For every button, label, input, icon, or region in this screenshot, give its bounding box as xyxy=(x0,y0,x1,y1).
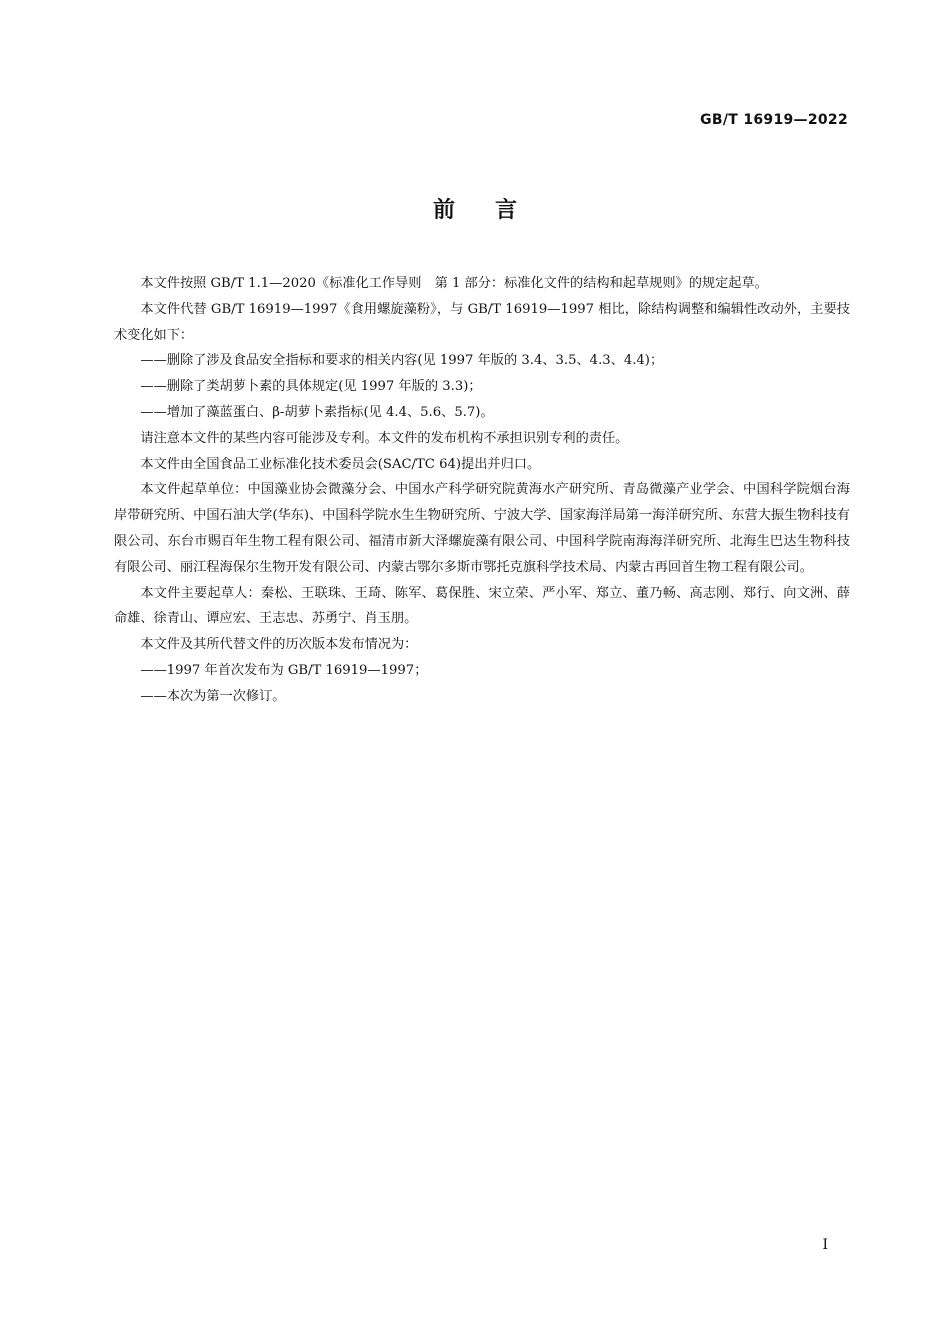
paragraph-replacement: 本文件代替 GB/T 16919—1997《食用螺旋藻粉》，与 GB/T 16919—1997 相比，除结构调整和编辑性改动外，主要技术变化如下： xyxy=(114,301,850,343)
history-item-first-revision: ——本次为第一次修订。 xyxy=(140,688,286,704)
paragraph-patent-notice: 请注意本文件的某些内容可能涉及专利。本文件的发布机构不承担识别专利的责任。 xyxy=(140,430,629,446)
change-item-food-safety: ——删除了涉及食品安全指标和要求的相关内容(见 1997 年版的 3.4、3.5、4.3、4.4)； xyxy=(140,353,664,369)
paragraph-version-history: 本文件及其所代替文件的历次版本发布情况为： xyxy=(140,637,418,653)
paragraph-drafting-units: 本文件起草单位：中国藻业协会微藻分会、中国水产科学研究院黄海水产研究所、青岛微藻产业学会、中国科学院烟台海岸带研究所、中国石油大学(华东)、中国科学院水生生物研究所、宁波大学、国家海洋局第一海洋研究所、东营大振生物科技有限公司、东台市赐百年生物工程有限公司、福清市新大泽螺旋藻有限公司、中国科学院南海海洋研究所、北海生巴达生物科技有限公司、丽江程海保尔生物开发有限公司、内蒙古鄂尔多斯市鄂托克旗科学技术局、内蒙古再回首生物工程有限公司。 xyxy=(114,482,850,575)
standard-number: GB/T 16919—2022 xyxy=(700,112,848,128)
foreword-body xyxy=(114,271,850,710)
history-item-first-release: ——1997 年首次发布为 GB/T 16919—1997； xyxy=(140,662,428,678)
change-item-carotenoid: ——删除了类胡萝卜素的具体规定(见 1997 年版的 3.3)； xyxy=(140,379,482,395)
paragraph-drafting-rules: 本文件按照 GB/T 1.1—2020《标准化工作导则 第 1 部分：标准化文件的结构和起草规则》的规定起草。 xyxy=(140,276,768,291)
paragraph-drafters: 本文件主要起草人：秦松、王联珠、王琦、陈军、葛保胜、宋立荣、严小军、郑立、董乃畅、高志刚、郑行、向文洲、薛命雄、徐青山、谭应宏、王志忠、苏勇宁、肖玉朋。 xyxy=(114,585,850,627)
page-number: I xyxy=(822,1237,828,1253)
page-title: 前言 xyxy=(432,198,557,223)
paragraph-proposer: 本文件由全国食品工业标准化技术委员会(SAC/TC 64)提出并归口。 xyxy=(140,456,541,472)
change-item-phycocyanin: ——增加了藻蓝蛋白、β-胡萝卜素指标(见 4.4、5.6、5.7)。 xyxy=(140,404,494,420)
